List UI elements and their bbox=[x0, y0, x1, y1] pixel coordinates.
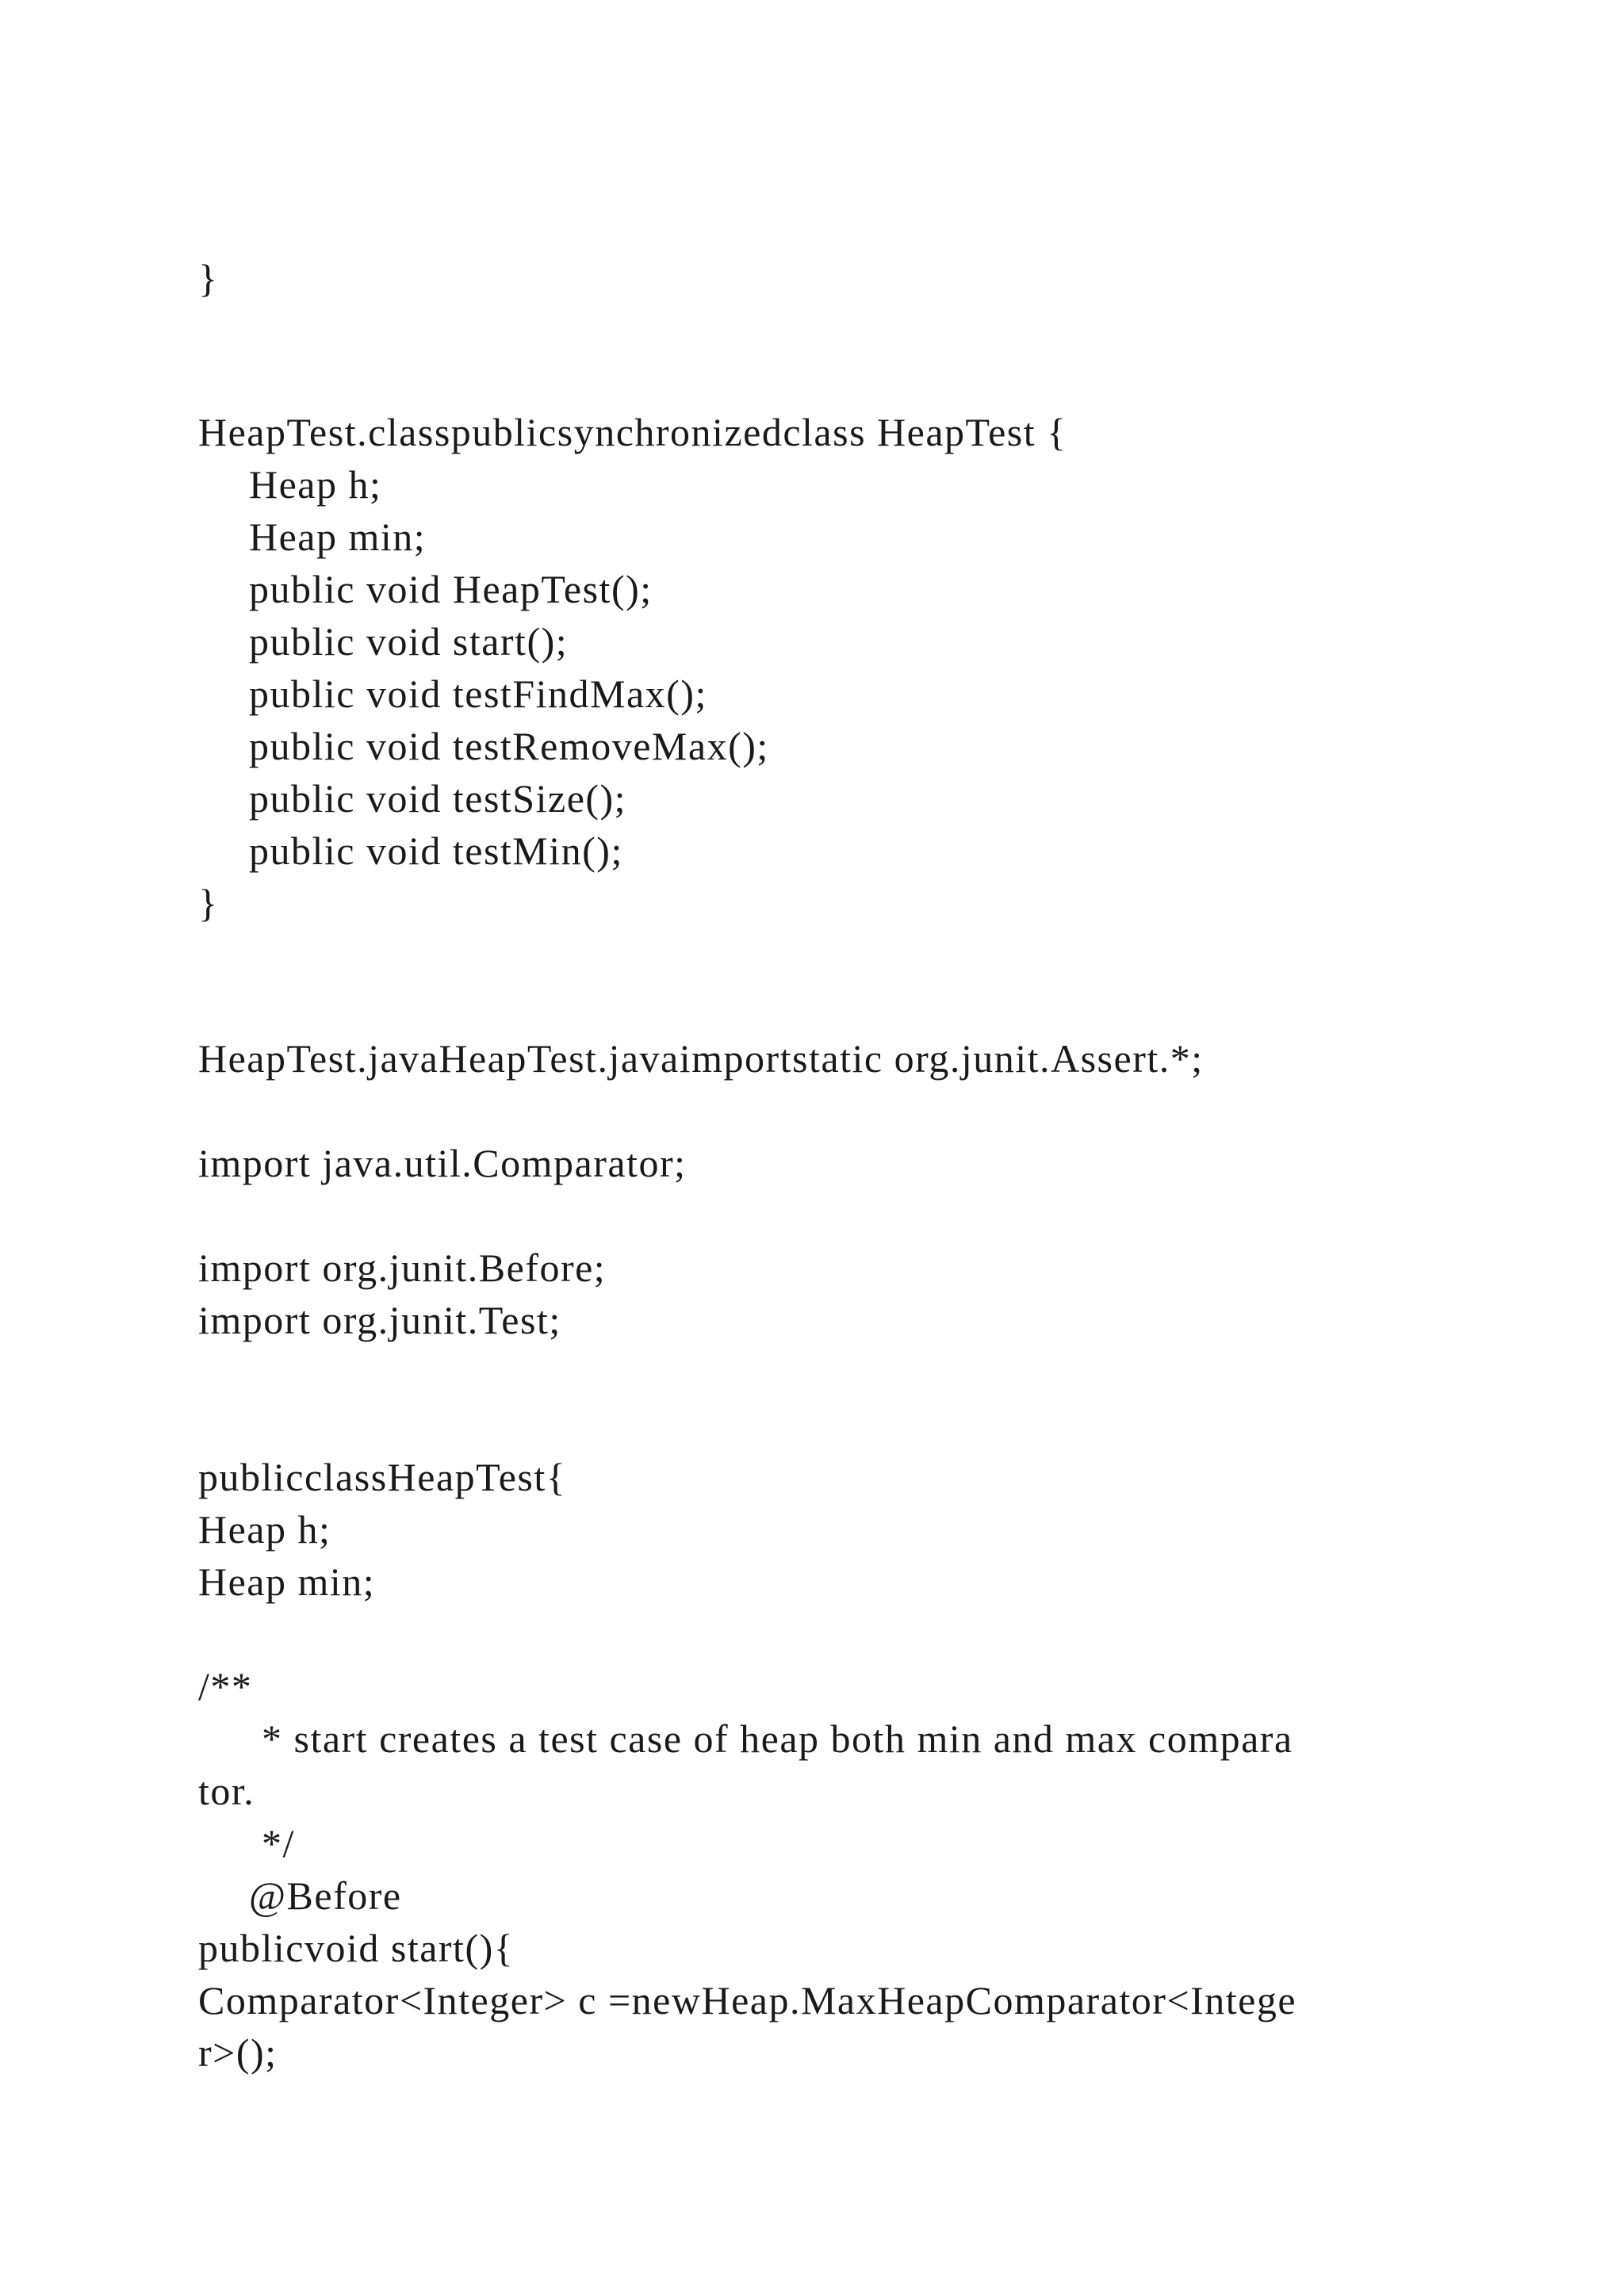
code-line-method-testmin: public void testMin(); bbox=[249, 828, 623, 873]
code-line-method-testfindmax: public void testFindMax(); bbox=[249, 672, 707, 716]
code-line-annotation-before: @Before bbox=[249, 1873, 402, 1918]
code-line-method-start: public void start(); bbox=[249, 619, 569, 664]
code-line-start-method: publicvoid start(){ bbox=[198, 1926, 515, 1970]
code-line-comment-open: /** bbox=[198, 1664, 253, 1709]
code-line-constructor: public void HeapTest(); bbox=[249, 567, 653, 611]
code-line-import-assert: HeapTest.javaHeapTest.javaimportstatic org.junit.Assert.*; bbox=[198, 1036, 1204, 1081]
code-line-class-declaration: HeapTest.classpublicsynchronizedclass HeapTest { bbox=[198, 410, 1067, 454]
code-line-import-comparator: import java.util.Comparator; bbox=[198, 1141, 687, 1185]
code-line-import-test: import org.junit.Test; bbox=[198, 1298, 561, 1342]
code-line-comparator-init: Comparator<Integer> c =newHeap.MaxHeapComparator<Intege bbox=[198, 1978, 1297, 2022]
code-line-method-testremovemax: public void testRemoveMax(); bbox=[249, 724, 769, 768]
code-line-class-closing-brace: } bbox=[198, 881, 219, 925]
code-line-comment-close: */ bbox=[262, 1821, 295, 1866]
code-line-comment-body-wrap: tor. bbox=[198, 1769, 255, 1813]
code-line-field-h-2: Heap h; bbox=[198, 1507, 331, 1552]
code-line-closing-brace: } bbox=[198, 256, 219, 300]
code-line-field-h: Heap h; bbox=[249, 462, 382, 507]
code-line-public-class: publicclassHeapTest{ bbox=[198, 1455, 567, 1499]
code-line-method-testsize: public void testSize(); bbox=[249, 776, 627, 821]
code-line-comment-body: * start creates a test case of heap both min and max compara bbox=[262, 1716, 1293, 1761]
code-line-comparator-init-wrap: r>(); bbox=[198, 2030, 278, 2075]
code-line-field-min: Heap min; bbox=[249, 515, 427, 559]
code-line-import-before: import org.junit.Before; bbox=[198, 1246, 607, 1290]
code-line-field-min-2: Heap min; bbox=[198, 1559, 376, 1604]
